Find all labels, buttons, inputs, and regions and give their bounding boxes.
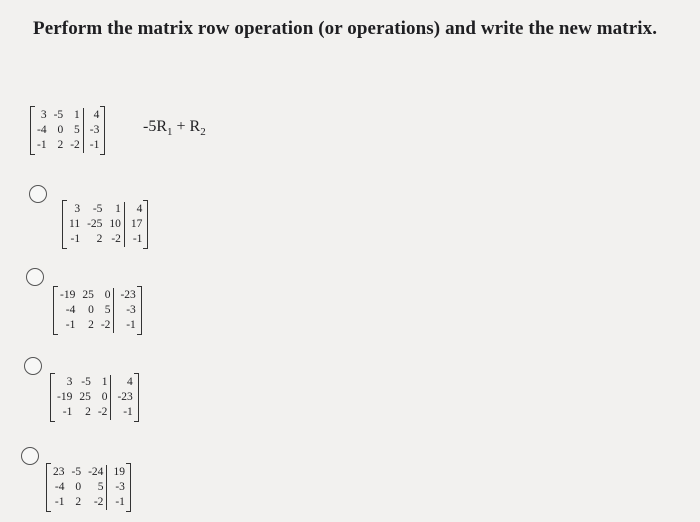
matrix-cell: 25 [82, 289, 94, 301]
matrix-cell: 25 [79, 391, 91, 403]
matrix-cell: -4 [54, 481, 65, 493]
matrix-cell: -5 [92, 203, 103, 215]
matrix-cell: 4 [83, 108, 100, 123]
matrix-cell: -3 [113, 303, 135, 318]
matrix-cell: 0 [104, 289, 111, 301]
matrix-cell: 0 [101, 391, 108, 403]
matrix-cell: 2 [85, 406, 91, 418]
matrix-cell: -19 [57, 391, 73, 403]
option-c-radio[interactable] [24, 357, 42, 375]
matrix-cell: -3 [83, 123, 100, 138]
option-d-matrix [46, 464, 131, 511]
matrix-cell: -5 [53, 109, 64, 121]
matrix-cell: -1 [110, 405, 132, 420]
matrix-cell: -2 [70, 139, 80, 151]
matrix-cell: 0 [75, 481, 82, 493]
option-d-radio[interactable] [21, 447, 39, 465]
matrix-cell: -1 [37, 139, 47, 151]
matrix-cell: -25 [87, 218, 103, 230]
matrix-cell: 2 [88, 319, 94, 331]
operation-coefficient: -5R [143, 118, 167, 135]
matrix-cell: 1 [101, 376, 108, 388]
matrix-cell: -4 [65, 304, 76, 316]
matrix-cell: 5 [104, 304, 111, 316]
matrix-cell: -2 [93, 496, 104, 508]
option-c-matrix [50, 374, 139, 421]
matrix-cell: -1 [65, 319, 76, 331]
matrix-cell: -1 [83, 138, 100, 153]
option-b-matrix [53, 287, 142, 334]
option-a-matrix [62, 201, 148, 248]
question-matrix [30, 107, 105, 154]
matrix-cell: 4 [124, 202, 143, 217]
matrix-cell: 10 [109, 218, 121, 230]
matrix-cell: -23 [110, 390, 132, 405]
matrix-cell: 3 [66, 376, 73, 388]
option-b-radio[interactable] [26, 268, 44, 286]
matrix-cell: -1 [70, 233, 81, 245]
question-title: Perform the matrix row operation (or operations) and write the new matrix. [33, 18, 658, 39]
matrix-cell: 19 [106, 465, 125, 480]
matrix-cell: 1 [115, 203, 121, 215]
matrix-cell: 1 [74, 109, 80, 121]
matrix-cell: -19 [60, 289, 76, 301]
row-operation [143, 118, 206, 138]
matrix-cell: -2 [100, 319, 111, 331]
operation-subscript-2: 2 [200, 126, 206, 139]
matrix-cell: 11 [69, 218, 81, 230]
matrix-cell: 4 [110, 375, 132, 390]
matrix-cell: -5 [81, 376, 91, 388]
matrix-cell: -5 [71, 466, 82, 478]
matrix-cell: -2 [111, 233, 121, 245]
matrix-cell: 3 [40, 109, 47, 121]
option-a-radio[interactable] [29, 185, 47, 203]
matrix-cell: 5 [74, 124, 80, 136]
matrix-cell: -23 [113, 288, 135, 303]
matrix-cell: 2 [96, 233, 103, 245]
matrix-cell: -4 [37, 124, 47, 136]
matrix-cell: -1 [106, 495, 125, 510]
matrix-cell: 3 [74, 203, 81, 215]
matrix-cell: 2 [57, 139, 64, 151]
matrix-cell: 0 [88, 304, 94, 316]
matrix-cell: 0 [57, 124, 64, 136]
matrix-cell: -1 [124, 232, 143, 247]
matrix-cell: -1 [113, 318, 135, 333]
operation-subscript-1: 1 [167, 126, 173, 139]
matrix-cell: 17 [124, 217, 143, 232]
matrix-cell: 2 [75, 496, 82, 508]
matrix-cell: -1 [54, 496, 65, 508]
matrix-cell: -24 [88, 466, 104, 478]
matrix-cell: 23 [53, 466, 65, 478]
matrix-cell: -3 [106, 480, 125, 495]
matrix-cell: 5 [97, 481, 104, 493]
matrix-cell: -1 [62, 406, 73, 418]
operation-plus: + R [172, 118, 201, 135]
matrix-cell: -2 [97, 406, 108, 418]
